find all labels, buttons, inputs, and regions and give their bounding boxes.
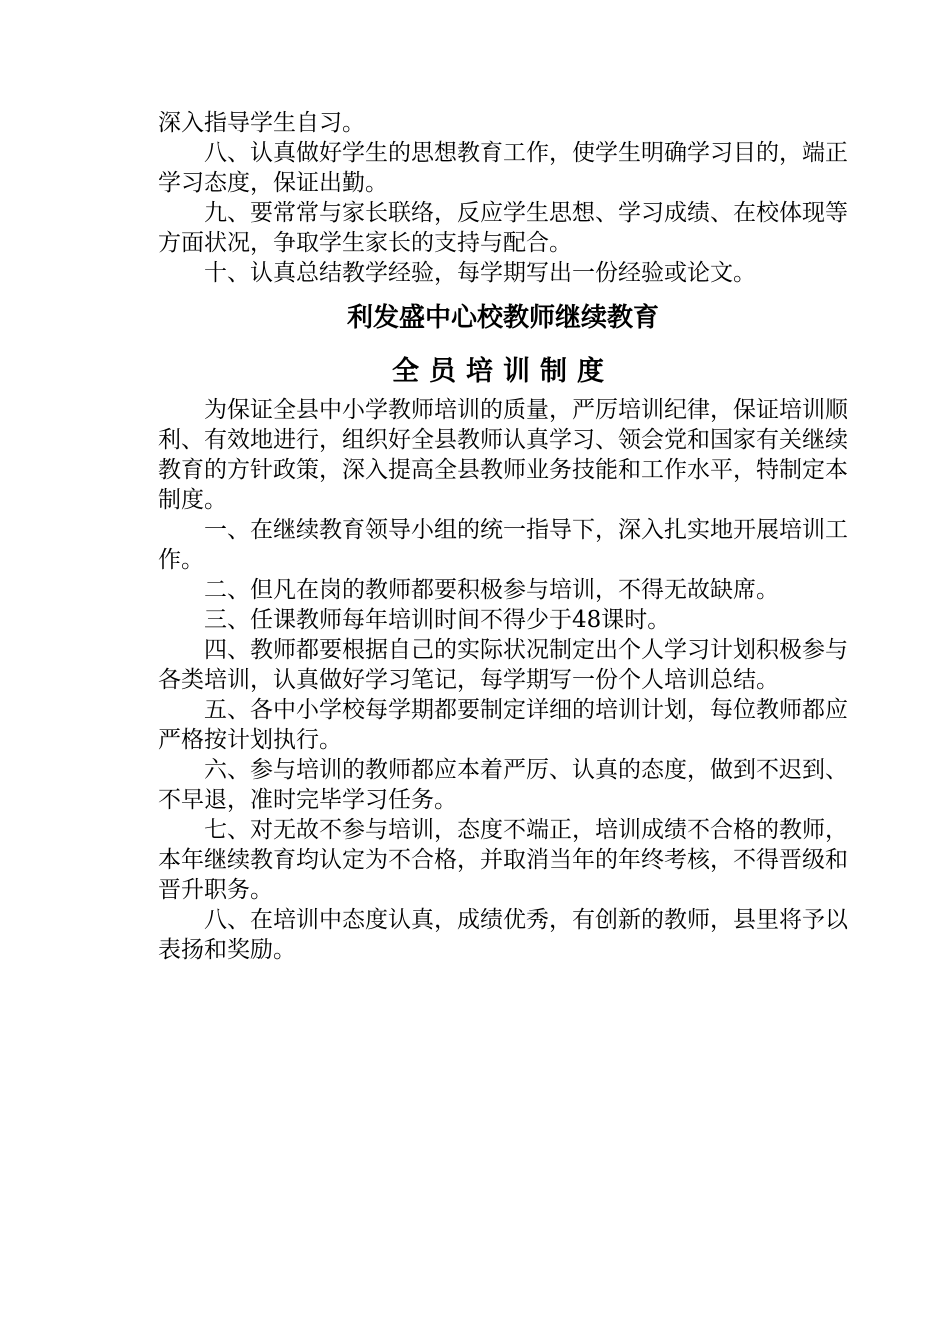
rule-item-6: 六、参与培训的教师都应本着严厉、认真的态度，做到不迟到、不早退，准时完毕学习任务。 <box>158 757 848 813</box>
duty-item-10: 十、认真总结教学经验，每学期写出一份经验或论文。 <box>204 260 756 286</box>
rule-item-1: 一、在继续教育领导小组的统一指导下，深入扎实地开展培训工作。 <box>158 517 848 573</box>
rule-item-5: 五、各中小学校每学期都要制定详细的培训计划，每位教师都应严格按计划执行。 <box>158 697 848 753</box>
duty-item-8: 八、认真做好学生的思想教育工作，使学生明确学习目的，端正学习态度，保证出勤。 <box>158 140 848 196</box>
continued-paragraph: 深入指导学生自习。 <box>158 110 365 136</box>
rule-item-8: 八、在培训中态度认真，成绩优秀，有创新的教师，县里将予以表扬和奖励。 <box>158 907 848 963</box>
rule-item-4: 四、教师都要根据自己的实际状况制定出个人学习计划积极参与各类培训，认真做好学习笔记，每学期写一份个人培训总结。 <box>158 637 848 693</box>
rule-item-2: 二、但凡在岗的教师都要积极参与培训，不得无故缺席。 <box>204 577 779 603</box>
document-title: 利发盛中心校教师继续教育 <box>346 303 659 333</box>
intro-paragraph: 为保证全县中小学教师培训的质量，严厉培训纪律，保证培训顺利、有效地进行，组织好全县教师认真学习、领会党和国家有关继续教育的方针政策，深入提高全县教师业务技能和工作水平，特制定本制度。 <box>158 397 848 513</box>
rule-item-7: 七、对无故不参与培训，态度不端正，培训成绩不合格的教师，本年继续教育均认定为不合格，并取消当年的年终考核，不得晋级和晋升职务。 <box>158 817 848 903</box>
document-page <box>158 108 848 965</box>
rule-item-3: 三、任课教师每年培训时间不得少于48课时。 <box>204 607 671 633</box>
document-subtitle: 全员培训制度 <box>392 356 614 387</box>
duty-item-9: 九、要常常与家长联络，反应学生思想、学习成绩、在校体现等方面状况，争取学生家长的支持与配合。 <box>158 200 848 256</box>
